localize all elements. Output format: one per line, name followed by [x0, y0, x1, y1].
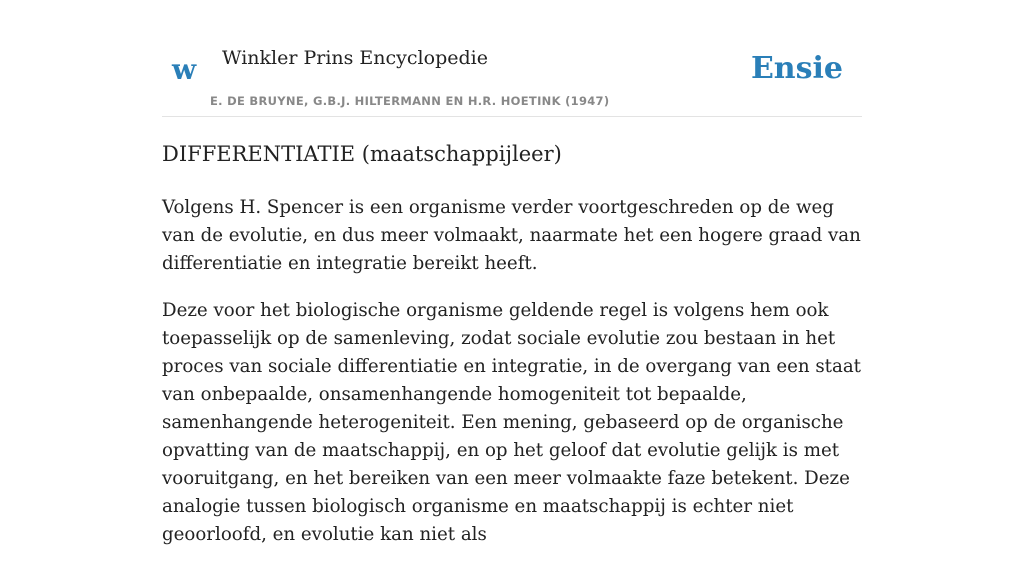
source-authors: E. DE BRUYNE, G.B.J. HILTERMANN EN H.R. HOETINK (1947) [210, 94, 610, 108]
site-header [162, 0, 862, 117]
article-title: DIFFERENTIATIE (maatschappijleer) [162, 142, 562, 166]
source-logo-icon[interactable]: w [172, 53, 197, 86]
source-title[interactable]: Winkler Prins Encyclopedie [222, 47, 488, 69]
article [162, 138, 862, 568]
article-paragraph-1: Volgens H. Spencer is een organisme verder voortgeschreden op de weg van de evolutie, en dus meer volmaakt, naarmate het een hogere graad van differentiatie en integratie bereikt heeft. [162, 197, 861, 274]
brand-logo[interactable]: Ensie [750, 51, 843, 86]
article-paragraph-2: Deze voor het biologische organisme geldende regel is volgens hem ook toepasselijk op de samenleving, zodat sociale evolutie zou bestaan in het proces van sociale differentiatie en integratie, in de overgang van een staat van onbepaalde, onsamenhangende homogeniteit tot bepaalde, samenhangende heterogeniteit. Een mening, gebaseerd op de organische opvatting van de maatschappij, en op het geloof dat evolutie gelijk is met vooruitgang, en het bereiken van een meer volmaakte faze betekent. Deze analogie tussen biologisch organisme en maatschappij is echter niet geoorloofd, en evolutie kan niet als [162, 300, 861, 545]
